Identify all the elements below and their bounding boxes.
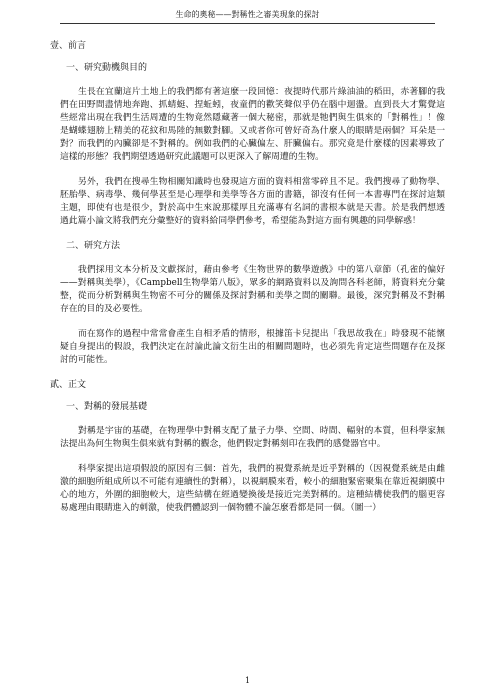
section-heading-body: 貳、正文: [50, 380, 87, 390]
paragraph-method-2: 而在寫作的過程中常常會產生自相矛盾的情形，根據笛卡兒提出「我思故我在」時發現不能懷疑自身提出的假設，我們決定在討論此論文衍生出的相關問題時，也必須先肯定這些問題存在及探討的可能性。: [60, 329, 445, 365]
section-heading-intro: 壹、前言: [50, 41, 87, 51]
paragraph-motivation-2: 另外，我們在搜尋生物相關知識時也發現這方面的資料相當零碎且不足。我們搜尋了動物學、胚胎學、病毒學、幾何學甚至是心理學和美學等各方面的書籍，卻沒有任何一本書專門在探討這類主題，即使有也是很少，對於高中生來說那樣厚且充滿專有名詞的書根本就是天書。於是我們想透過此篇小論文將我們充分彙整好的資料給同學們參考，希望能為對這方面有興趣的同學解惑！: [60, 177, 445, 226]
paragraph-motivation-1: 生長在宜蘭這片土地上的我們都有著這麼一段回憶：夜提時代那片綠油油的稻田，赤著腳的我們在田野間盡情地奔跑、抓蜻蜓、捏蚯蚓，夜童們的歡笑聲似乎仍在腦中迴盪。直到長大才驚覺這些經常出現在我們生活周遭的生物竟然隱藏著一個大秘密，那就是牠們與生俱來的「對稱性」！像是蝴蝶翅膀上精美的花紋和馬陸的無數對腳。又或者你可曾好奇為什麼人的眼睛是兩個？耳朵是一對？而我們的內臟卻是不對稱的。例如我們的心臟偏左、肝臟偏右。那究竟是什麼樣的因素導致了這樣的形態？我們期望透過研究此議題可以更深入了解周遭的生物。: [60, 87, 445, 162]
subsection-heading-motivation: 一、研究動機與目的: [66, 63, 148, 73]
paragraph-development-2: 科學家提出這項假設的原因有三個：首先，我們的視覺系統是近乎對稱的（因視覺系統是由雌激的細胞所組成所以不可能有連續性的對稱），以視網膜來看，較小的細胞緊密聚集在靠近視網膜中心的地方，外圍的細胞較大，這些結構在經過變換後是接近完美對稱的。這種結構使我們的腦更容易處理由眼睛進入的刺激，使我們體認到一個物體不論怎麼看都是同一個。（圖一）: [60, 464, 445, 513]
subsection-heading-method: 二、研究方法: [66, 241, 121, 251]
running-header: 生命的奧秘——對稱性之審美現象的探討: [60, 10, 435, 24]
page-content: [50, 40, 445, 515]
paragraph-development-1: 對稱是宇宙的基礎，在物理學中對稱支配了量子力學、空間、時間、輻射的本質，但科學家無法提出為何生物與生俱來就有對稱的觀念，他們假定對稱刻印在我們的感覺器官中。: [60, 426, 445, 449]
paragraph-method-1: 我們採用文本分析及文獻探討，藉由參考《生物世界的數學遊戲》中的第八章節（孔雀的偏好——對稱與美學），《Campbell生物學第八版》，眾多的網路資料以及詢問各科老師，將資料充分彙整，從而分析對稱與生物密不可分的關係及探討對稱和美學之間的關聯。最後，深究對稱及不對稱存在的目的及必要性。: [60, 265, 445, 314]
page-number: 1: [244, 676, 251, 685]
subsection-heading-development: 一、對稱的發展基礎: [66, 402, 148, 412]
